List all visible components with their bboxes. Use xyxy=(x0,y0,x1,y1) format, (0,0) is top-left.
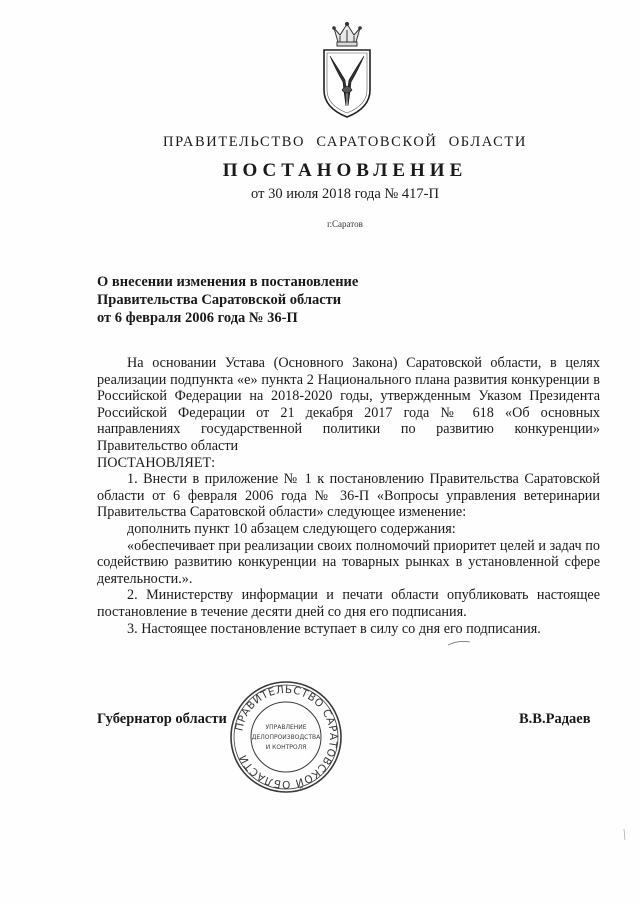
stamp-inner-line: УПРАВЛЕНИЕ xyxy=(265,724,307,731)
document-city: г.Саратов xyxy=(327,219,363,229)
body-paragraph: На основании Устава (Основного Закона) Саратовской области, в целях реализации подпункта «е» пункта 2 Национального плана развития конкуренции в Российской Федерации на 2018-2020 годы, утвержденным Указом Президента Российской Федерации от 21 декабря 2017 года № 618 «Об основных направлениях государственной политики по развитию конкуренции» Правительство области xyxy=(97,355,600,454)
subject-line: О внесении изменения в постановление xyxy=(97,274,359,290)
document-type-heading: ПОСТАНОВЛЕНИЕ xyxy=(222,160,468,181)
body-paragraph: 1. Внести в приложение № 1 к постановлению Правительства Саратовской области от 6 февраля 2006 года № 36-П «Вопросы управления ветеринарии Правительства Саратовской области» следующее изменение: xyxy=(97,471,600,521)
scan-artifact xyxy=(620,828,630,842)
document-date-number: от 30 июля 2018 года № 417-П xyxy=(251,186,439,202)
subject-line: Правительства Саратовской области xyxy=(97,292,342,308)
document-subject xyxy=(97,273,358,327)
document-body xyxy=(97,355,600,637)
stamp-outer-text: ПРАВИТЕЛЬСТВО САРАТОВСКОЙ ОБЛАСТИ xyxy=(233,683,340,791)
body-paragraph: 2. Министерству информации и печати области опубликовать настоящее постановление в течение десяти дней со дня его подписания. xyxy=(97,587,600,620)
official-stamp xyxy=(228,679,344,795)
stamp-inner-line: И КОНТРОЛЯ xyxy=(265,744,307,751)
scan-artifact xyxy=(446,636,476,648)
subject-line: от 6 февраля 2006 года № 36-П xyxy=(97,310,298,326)
body-paragraph: ПОСТАНОВЛЯЕТ: xyxy=(97,454,216,471)
body-paragraph: 3. Настоящее постановление вступает в силу со дня его подписания. xyxy=(127,620,541,637)
body-paragraph: дополнить пункт 10 абзацем следующего содержания: xyxy=(127,520,456,537)
stamp-inner-line: ДЕЛОПРОИЗВОДСТВА xyxy=(251,734,321,741)
government-title: ПРАВИТЕЛЬСТВО САРАТОВСКОЙ ОБЛАСТИ xyxy=(163,134,527,150)
body-paragraph: «обеспечивает при реализации своих полномочий приоритет целей и задач по содействию развитию конкуренции на товарных рынках в установленной сфере деятельности.». xyxy=(97,537,600,587)
signatory-name: В.В.Радаев xyxy=(519,711,591,727)
signatory-position: Губернатор области xyxy=(97,711,227,727)
coat-of-arms-emblem xyxy=(316,20,378,120)
